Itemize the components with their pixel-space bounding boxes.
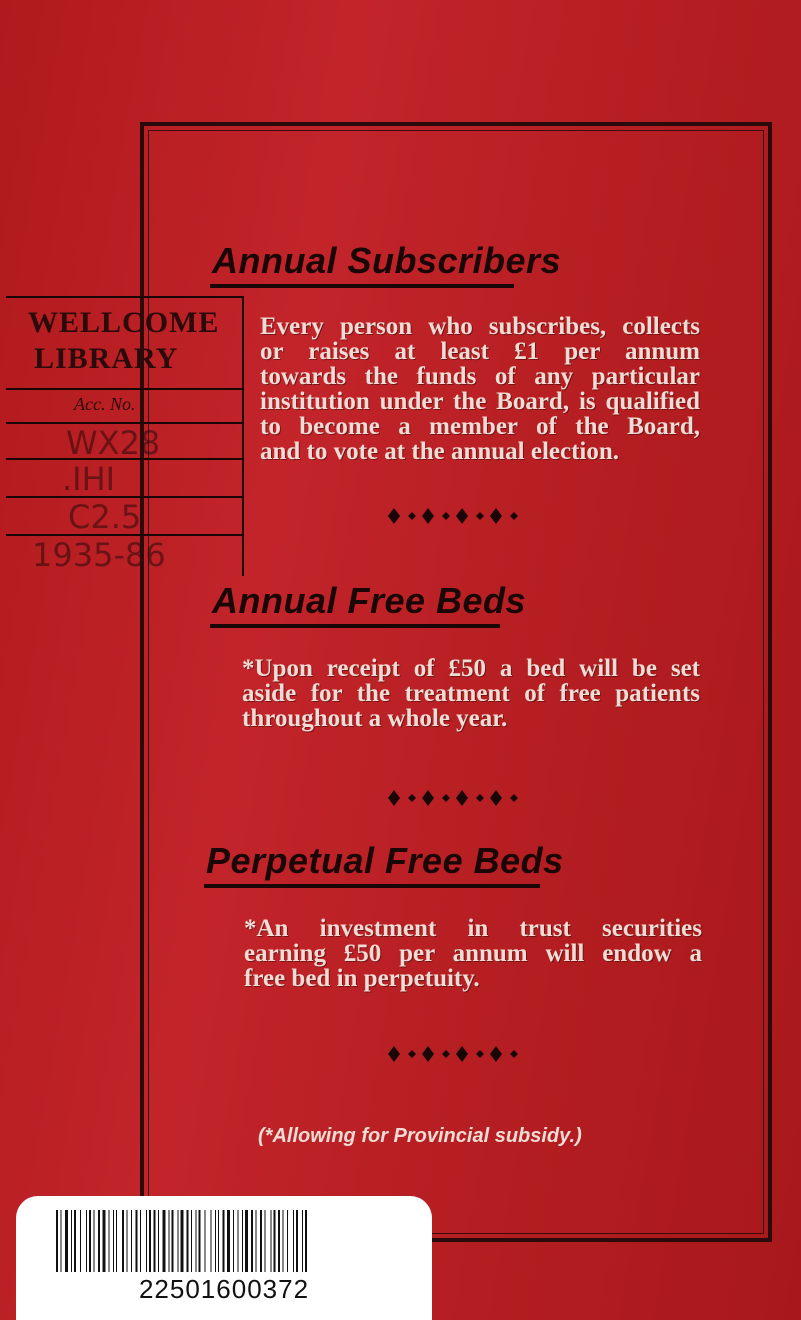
ornament-divider-icon [386, 504, 526, 528]
text-line: to become a member of the Board, [260, 413, 700, 440]
text-line: *An investment in trust securities [244, 915, 702, 942]
heading-underline [204, 884, 540, 888]
stamp-line-7: 1935-86 [32, 536, 166, 574]
text-line: *Upon receipt of £50 a bed will be set [242, 655, 700, 682]
barcode-icon [56, 1210, 392, 1272]
stamp-rule [6, 388, 242, 390]
ornament-divider-icon [386, 1042, 526, 1066]
text-line: or raises at least £1 per annum [260, 338, 700, 365]
barcode-number: 22501600372 [138, 1274, 310, 1304]
stamp-line-5: .IHI [62, 460, 116, 498]
text-line: throughout a whole year. [242, 705, 508, 732]
text-line: towards the funds of any particular [260, 363, 700, 390]
stamp-line-2: LIBRARY [34, 342, 179, 375]
stamp-line-3: Acc. No. [74, 394, 136, 414]
library-stamp [6, 296, 246, 574]
stamp-line-4: WX28 [66, 424, 161, 462]
text-line: aside for the treatment of free patients [242, 680, 700, 707]
paragraph-annual-free-beds [242, 656, 700, 731]
footnote: (*Allowing for Provincial subsidy.) [258, 1125, 582, 1147]
heading-perpetual-free-beds: Perpetual Free Beds [206, 840, 564, 881]
text-line: earning £50 per annum will endow a [244, 940, 702, 967]
stamp-line-1: WELLCOME [28, 306, 220, 339]
heading-underline [210, 624, 500, 628]
heading-annual-free-beds: Annual Free Beds [212, 580, 527, 621]
stamp-line-6: C2.5 [68, 498, 142, 536]
barcode-label [16, 1196, 432, 1320]
paragraph-annual-subscribers [260, 314, 700, 464]
text-line: and to vote at the annual election. [260, 438, 620, 465]
paragraph-perpetual-free-beds [244, 916, 702, 991]
ornament-divider-icon [386, 786, 526, 810]
text-line: institution under the Board, is qualified [260, 388, 700, 415]
heading-underline [210, 284, 514, 288]
heading-annual-subscribers: Annual Subscribers [212, 240, 562, 281]
text-line: Every person who subscribes, collects [260, 313, 700, 340]
text-line: free bed in perpetuity. [244, 965, 480, 992]
